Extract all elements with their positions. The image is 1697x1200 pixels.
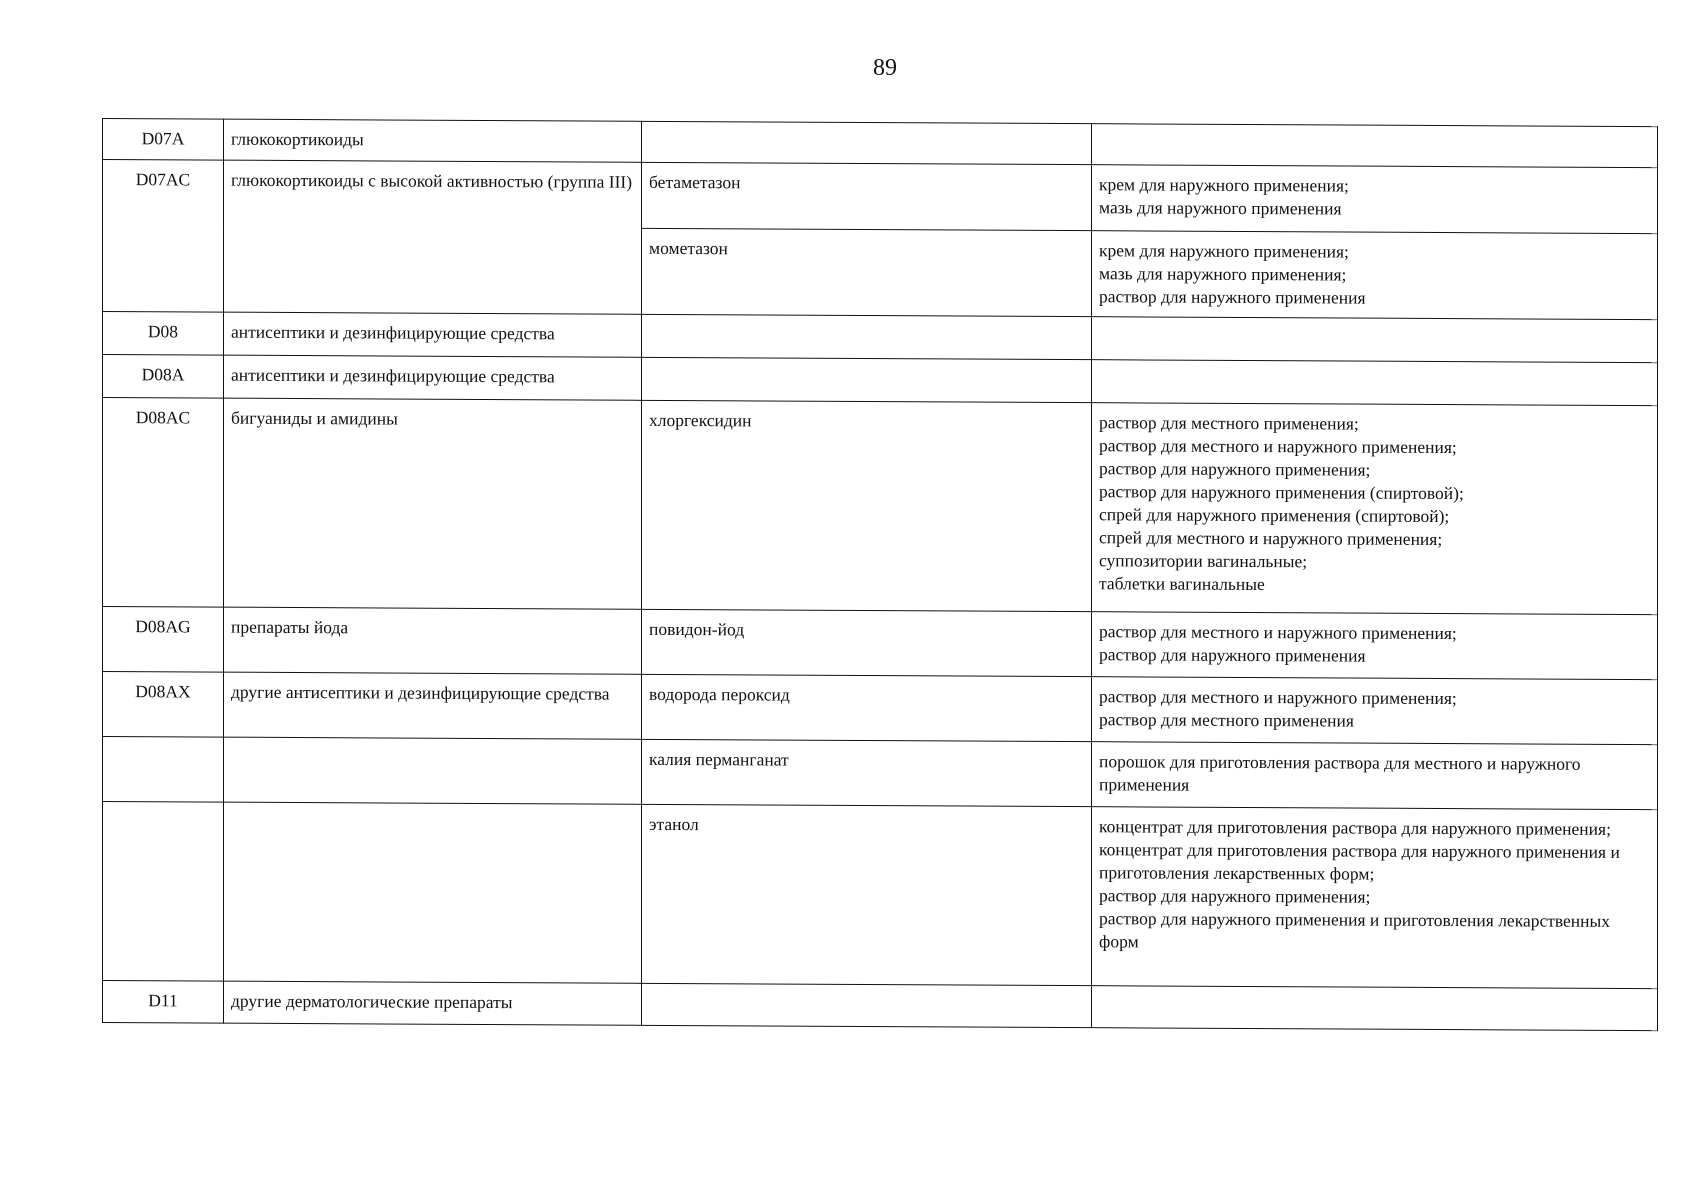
group-name-cell [224,737,642,804]
dosage-forms-cell [1092,124,1658,168]
dosage-forms-cell [1092,403,1658,615]
substance-cell: бетаметазон [642,162,1092,230]
dosage-form: суппозитории вагинальные; [1099,550,1308,572]
dosage-form: крем для наружного применения; [1099,240,1349,262]
dosage-form: раствор для наружного применения (спиртовой); [1099,481,1464,504]
substance-cell [642,121,1092,164]
substance-cell [642,314,1092,359]
group-name-cell: антисептики и дезинфицирующие средства [224,355,642,400]
dosage-form: раствор для наружного применения; [1099,885,1371,907]
dosage-form: мазь для наружного применения [1099,197,1342,219]
dosage-forms-cell [1092,677,1658,745]
dosage-form: таблетки вагинальные [1099,573,1265,595]
substance-cell: повидон-йод [642,609,1092,676]
dosage-forms-cell [1092,986,1658,1031]
group-name-cell: другие дерматологические препараты [224,981,642,1025]
dosage-forms-cell [1092,807,1658,989]
substance-cell: водорода пероксид [642,674,1092,741]
dosage-form: раствор для наружного применения [1099,644,1366,666]
table-row [103,160,1658,234]
dosage-form: раствор для местного и наружного применения; [1099,621,1457,644]
dosage-form: раствор для местного применения [1099,709,1354,731]
atc-code-cell: D08 [103,312,224,356]
substance-cell [642,983,1092,1027]
dosage-form: раствор для местного и наружного применения; [1099,686,1457,709]
dosage-form: раствор для местного и наружного применения; [1099,435,1457,458]
atc-code-cell [103,802,224,982]
atc-code-cell: D08AG [103,607,224,673]
dosage-forms-cell [1092,612,1658,680]
dosage-form: мазь для наружного применения; [1099,263,1347,285]
table-row [103,981,1658,1031]
dosage-forms-cell [1092,317,1658,363]
group-name-cell: глюкокортикоиды с высокой активностью (группа III) [224,160,642,314]
atc-code-cell [103,737,224,803]
group-name-cell [224,802,642,983]
page-number: 89 [873,55,897,81]
dosage-form: крем для наружного применения; [1099,174,1349,196]
table-row [103,398,1658,615]
atc-code-cell: D07A [103,119,224,161]
substance-cell: хлоргексидин [642,400,1092,611]
group-name-cell: другие антисептики и дезинфицирующие средства [224,672,642,739]
dosage-form: раствор для наружного применения и приготовления лекарственных форм [1099,908,1611,952]
dosage-forms-cell [1092,360,1658,406]
dosage-form: раствор для местного применения; [1099,412,1359,434]
substance-cell: этанол [642,804,1092,985]
table-row [103,607,1658,680]
group-name-cell: препараты йода [224,607,642,674]
dosage-form: раствор для наружного применения; [1099,458,1371,480]
dosage-form: концентрат для приготовления раствора для наружного применения; [1099,816,1611,839]
dosage-forms-cell [1092,165,1658,234]
table-row [103,802,1658,989]
atc-code-cell: D11 [103,981,224,1024]
dosage-form: спрей для наружного применения (спиртовой); [1099,504,1450,527]
atc-code-cell: D08AC [103,398,224,608]
substance-cell: калия перманганат [642,739,1092,806]
table-row [103,672,1658,745]
table-row [103,737,1658,810]
atc-code-cell: D07AC [103,160,224,313]
dosage-forms-cell [1092,231,1658,320]
drug-table [102,118,1658,1031]
substance-cell [642,357,1092,402]
group-name-cell: антисептики и дезинфицирующие средства [224,312,642,357]
dosage-form: раствор для наружного применения [1099,286,1366,308]
substance-cell: мометазон [642,228,1092,316]
dosage-forms-cell [1092,742,1658,810]
atc-code-cell: D08A [103,355,224,399]
dosage-form: концентрат для приготовления раствора для наружного применения и приготовления лекарственных форм; [1099,839,1620,884]
group-name-cell: глюкокортикоиды [224,119,642,162]
drug-table-container [102,118,1658,1031]
atc-code-cell: D08AX [103,672,224,738]
group-name-cell: бигуаниды и амидины [224,398,642,609]
dosage-form: спрей для местного и наружного применения; [1099,527,1443,550]
dosage-form: порошок для приготовления раствора для местного и наружного применения [1099,751,1581,795]
